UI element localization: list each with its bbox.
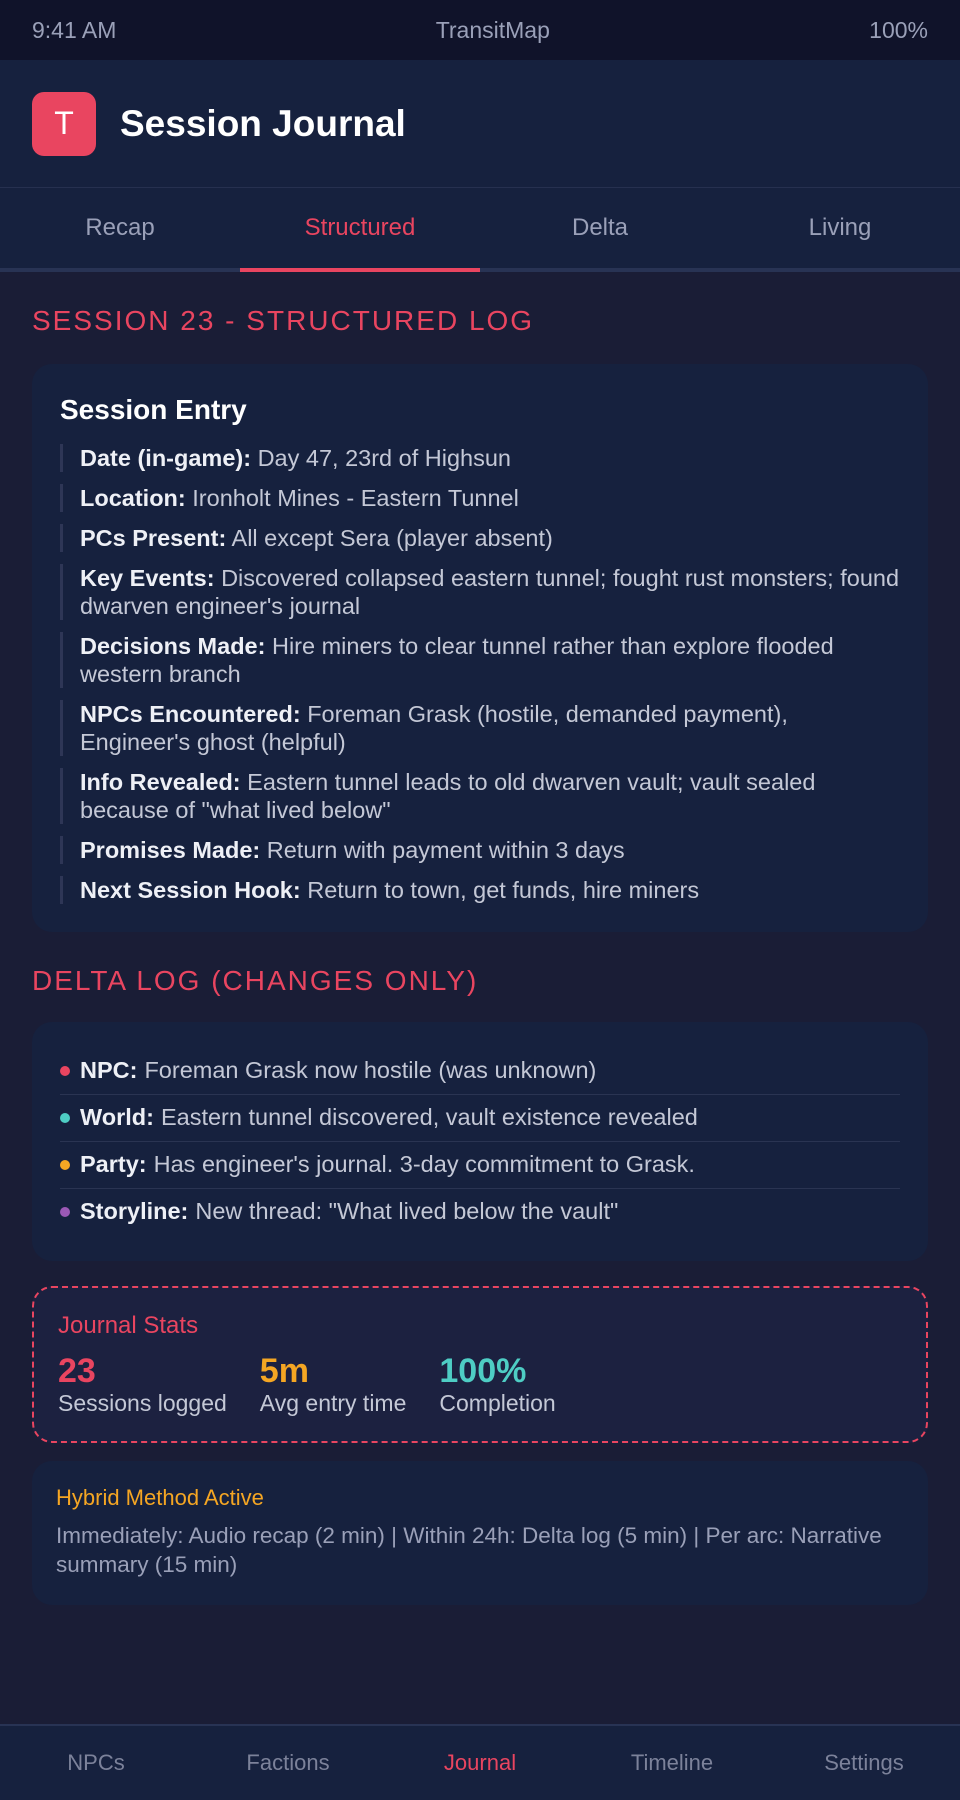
delta-value: New thread: "What lived below the vault" bbox=[195, 1198, 619, 1224]
field-promises-made bbox=[60, 836, 900, 864]
field-label: Location: bbox=[80, 485, 186, 511]
field-label: Info Revealed: bbox=[80, 769, 241, 795]
field-label: Decisions Made: bbox=[80, 633, 266, 659]
stat-sessions-logged bbox=[58, 1352, 227, 1417]
field-pcs-present bbox=[60, 524, 900, 552]
stat-label: Completion bbox=[439, 1390, 556, 1416]
delta-value: Has engineer's journal. 3-day commitment to Grask. bbox=[153, 1151, 695, 1177]
delta-label: Party: bbox=[80, 1151, 147, 1177]
field-next-session-hook bbox=[60, 876, 900, 904]
hybrid-method-card bbox=[32, 1461, 928, 1605]
field-value: Eastern tunnel leads to old dwarven vault; vault sealed because of "what lived below" bbox=[80, 769, 816, 823]
npc-dot-icon bbox=[60, 1066, 70, 1076]
delta-label: Storyline: bbox=[80, 1198, 189, 1224]
stat-value: 23 bbox=[58, 1352, 96, 1390]
stat-avg-entry-time bbox=[260, 1352, 407, 1417]
page-title: Session Journal bbox=[120, 102, 406, 144]
stat-label: Sessions logged bbox=[58, 1390, 227, 1416]
nav-factions[interactable]: Factions bbox=[246, 1750, 330, 1775]
delta-label: World: bbox=[80, 1104, 154, 1130]
stat-value: 100% bbox=[439, 1352, 527, 1390]
field-npcs-encountered bbox=[60, 700, 900, 756]
field-value: Discovered collapsed eastern tunnel; fought rust monsters; found dwarven engineer's journal bbox=[80, 565, 900, 619]
field-value: Ironholt Mines - Eastern Tunnel bbox=[192, 485, 519, 511]
field-label: Key Events: bbox=[80, 565, 215, 591]
delta-label: NPC: bbox=[80, 1057, 138, 1083]
party-dot-icon bbox=[60, 1160, 70, 1170]
session-entry-heading: Session Entry bbox=[60, 394, 247, 425]
tab-delta[interactable]: Delta bbox=[571, 214, 629, 241]
field-label: Date (in-game): bbox=[80, 445, 252, 471]
app-logo: T bbox=[32, 92, 96, 156]
hybrid-method-title: Hybrid Method Active bbox=[56, 1485, 264, 1510]
delta-section-title: DELTA LOG (CHANGES ONLY) bbox=[32, 965, 479, 996]
tab-living[interactable]: Living bbox=[808, 214, 872, 241]
main-content bbox=[0, 305, 960, 1605]
structured-section-title: SESSION 23 - STRUCTURED LOG bbox=[32, 305, 535, 336]
field-value: Hire miners to clear tunnel rather than explore flooded western branch bbox=[80, 633, 834, 687]
tab-bar bbox=[0, 188, 960, 272]
session-entry-card bbox=[32, 364, 928, 932]
nav-timeline[interactable]: Timeline bbox=[630, 1750, 714, 1775]
field-label: Promises Made: bbox=[80, 837, 261, 863]
stats-row bbox=[58, 1352, 902, 1417]
app-header bbox=[0, 60, 960, 188]
field-value: All except Sera (player absent) bbox=[231, 525, 553, 551]
bottom-nav bbox=[0, 1724, 960, 1800]
stat-value: 5m bbox=[259, 1352, 309, 1390]
nav-npcs[interactable]: NPCs bbox=[67, 1750, 125, 1775]
status-app-name: TransitMap bbox=[435, 16, 550, 43]
field-label: Next Session Hook: bbox=[80, 877, 301, 903]
stat-completion bbox=[439, 1352, 555, 1417]
field-value: Day 47, 23rd of Highsun bbox=[257, 445, 512, 471]
delta-item-world bbox=[60, 1095, 900, 1142]
delta-item-storyline bbox=[60, 1189, 900, 1235]
tab-recap[interactable]: Recap bbox=[85, 214, 155, 241]
storyline-dot-icon bbox=[60, 1207, 70, 1217]
world-dot-icon bbox=[60, 1113, 70, 1123]
field-info-revealed bbox=[60, 768, 900, 824]
field-label: PCs Present: bbox=[80, 525, 227, 551]
journal-stats-title: Journal Stats bbox=[58, 1312, 199, 1339]
delta-value: Eastern tunnel discovered, vault existence revealed bbox=[160, 1104, 698, 1130]
hybrid-method-text: Immediately: Audio recap (2 min) | Within 24h: Delta log (5 min) | Per arc: Narrative summary (15 min) bbox=[56, 1523, 882, 1577]
nav-journal[interactable]: Journal bbox=[443, 1750, 517, 1775]
field-date bbox=[60, 444, 900, 472]
status-time: 9:41 AM bbox=[32, 16, 117, 43]
journal-stats-card bbox=[32, 1286, 928, 1443]
field-key-events bbox=[60, 564, 900, 620]
field-value: Foreman Grask (hostile, demanded payment), Engineer's ghost (helpful) bbox=[80, 701, 788, 755]
delta-log-card bbox=[32, 1022, 928, 1261]
field-location bbox=[60, 484, 900, 512]
field-value: Return to town, get funds, hire miners bbox=[307, 877, 700, 903]
field-value: Return with payment within 3 days bbox=[266, 837, 625, 863]
tab-structured[interactable]: Structured bbox=[240, 188, 480, 268]
status-bar bbox=[0, 0, 960, 60]
delta-item-party bbox=[60, 1142, 900, 1189]
field-label: NPCs Encountered: bbox=[80, 701, 301, 727]
field-decisions-made bbox=[60, 632, 900, 688]
nav-settings[interactable]: Settings bbox=[824, 1750, 904, 1775]
stat-label: Avg entry time bbox=[259, 1390, 407, 1416]
delta-value: Foreman Grask now hostile (was unknown) bbox=[144, 1057, 597, 1083]
status-battery: 100% bbox=[869, 16, 928, 43]
delta-item-npc bbox=[60, 1048, 900, 1095]
